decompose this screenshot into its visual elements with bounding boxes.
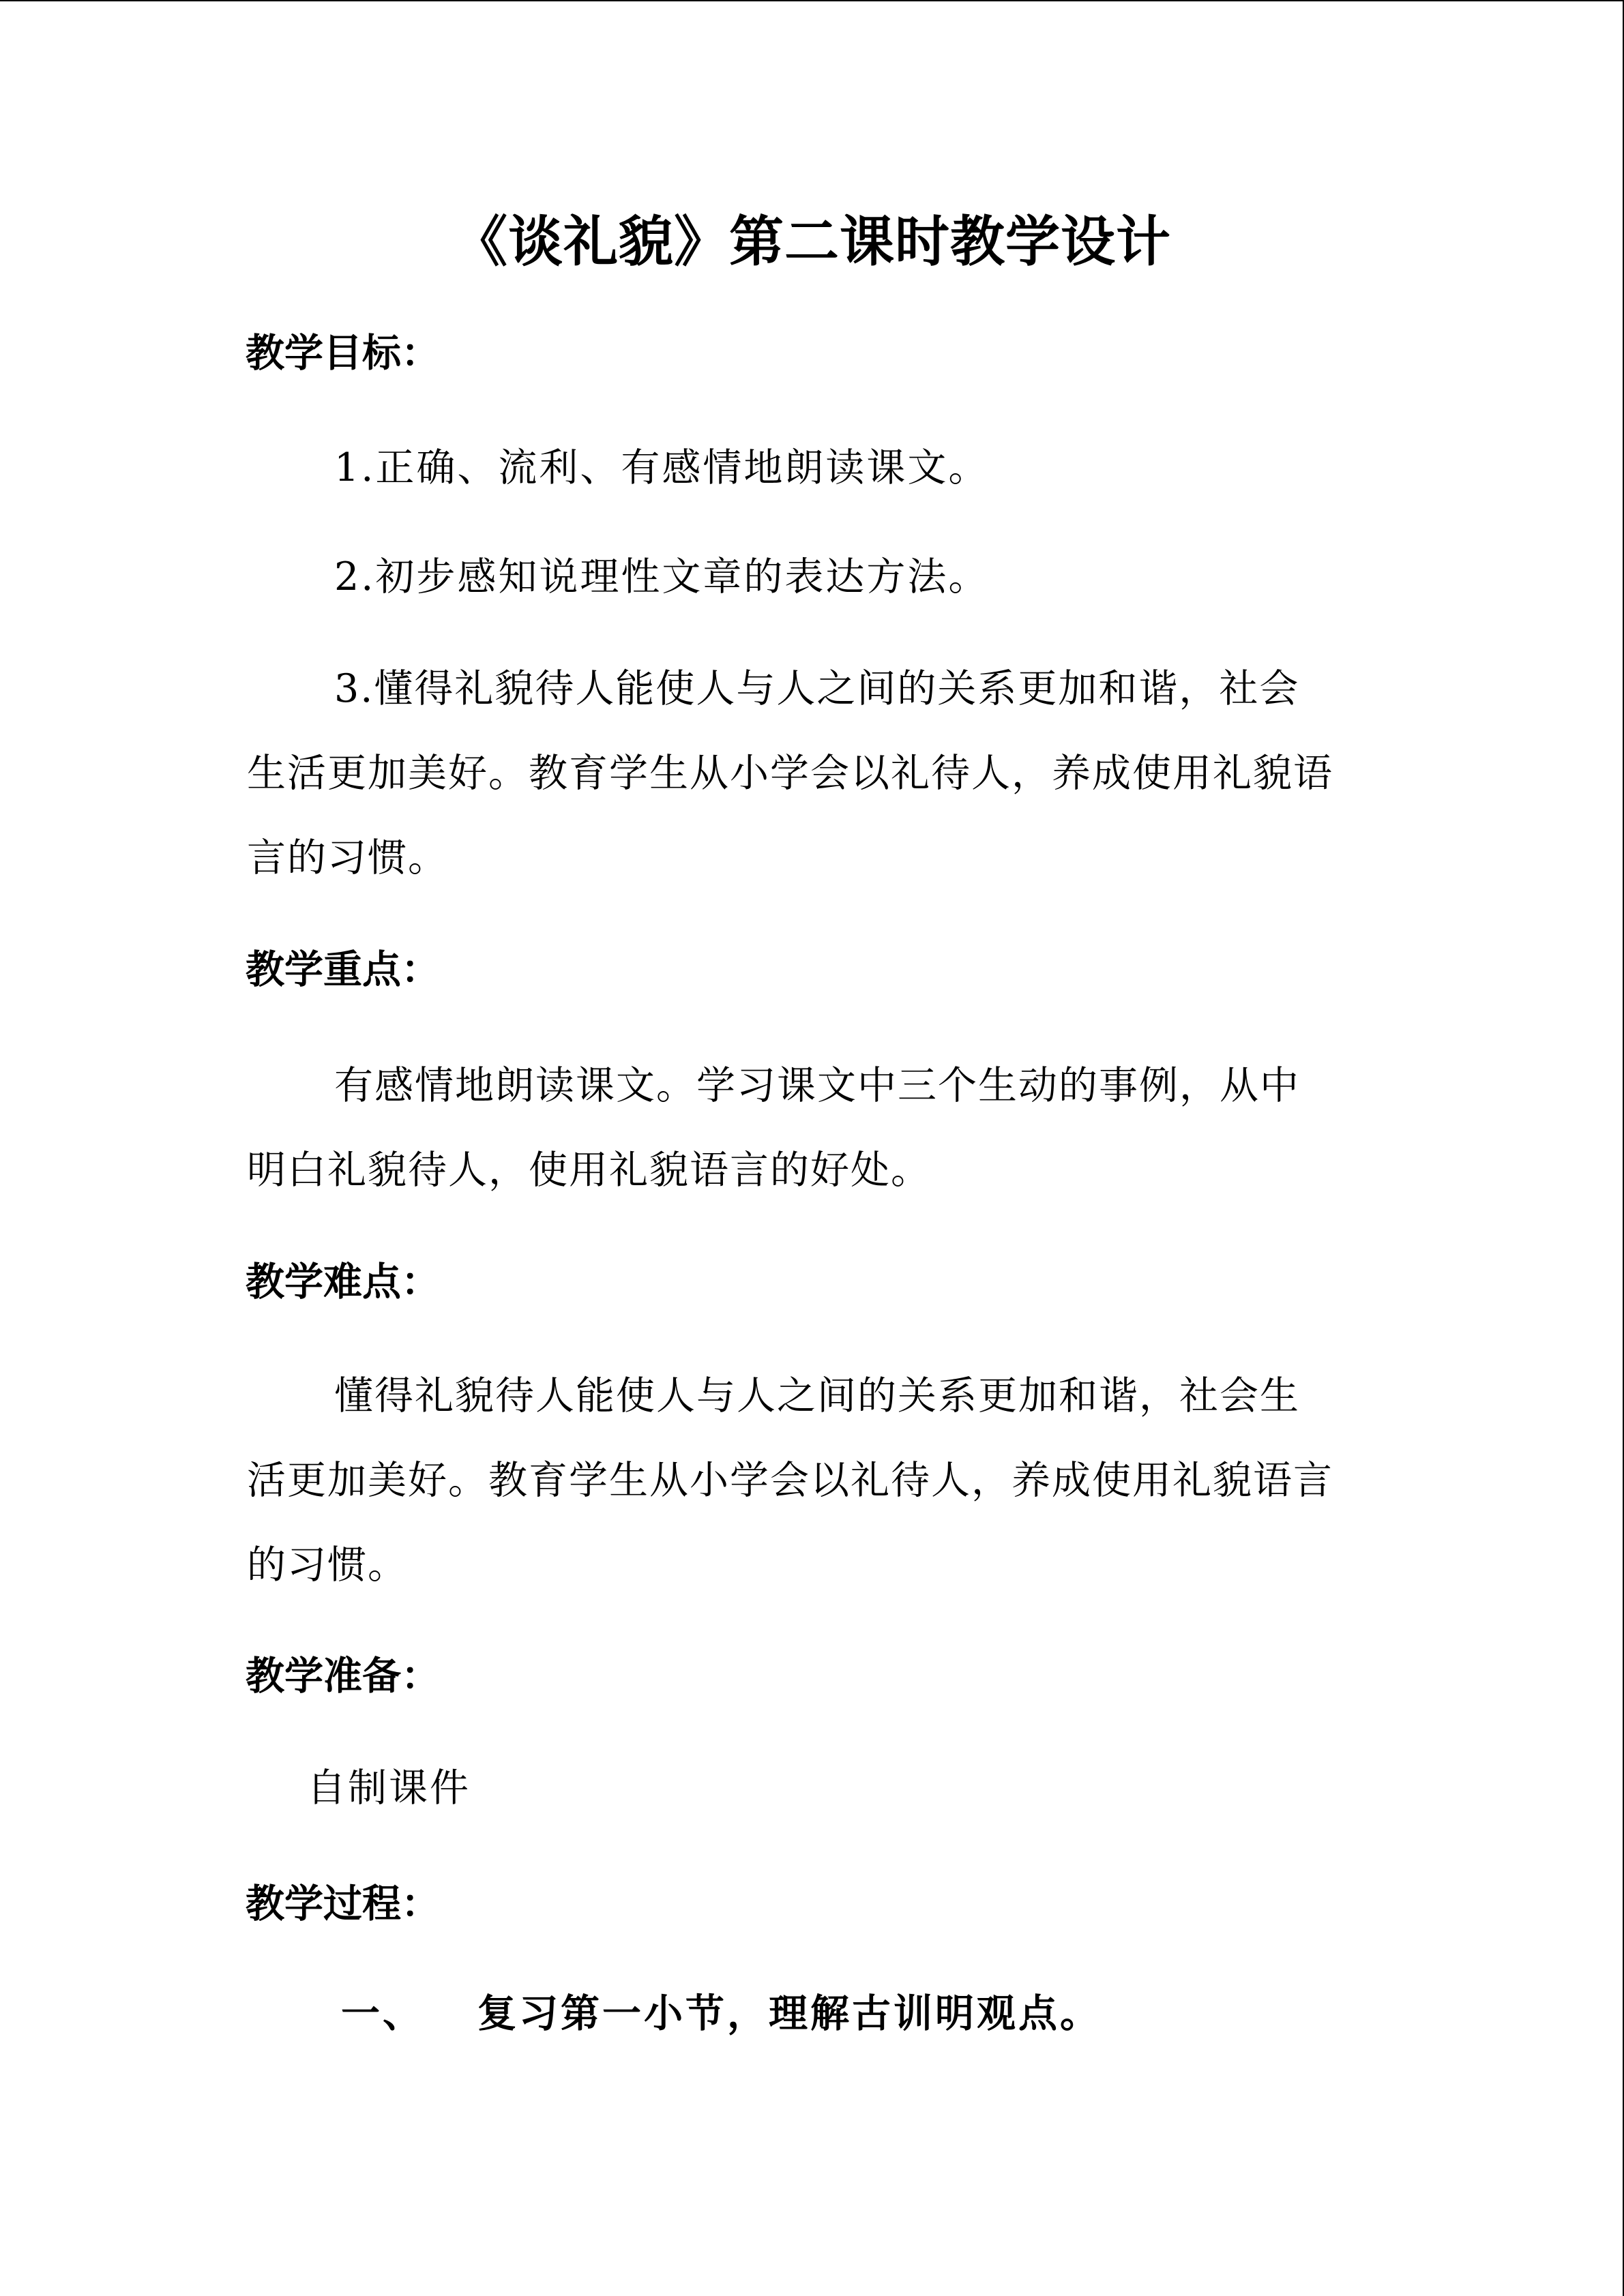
key-points-text: 有感情地朗读课文。学习课文中三个生动的事例，从中明白礼貌待人，使用礼貌语言的好处。: [247, 1063, 1300, 1193]
preparation-heading: 教学准备：: [246, 1654, 440, 1699]
goal-item-1: 1.正确、流利、有感情地朗读课文。: [334, 445, 990, 490]
process-step-text: 复习第一小节，理解古训明观点。: [477, 1991, 1102, 2036]
goal-item-3: 3.懂得礼貌待人能使人与人之间的关系更加和谐，社会生活更加美好。教育学生从小学会以礼待人，养成使用礼貌语言的习惯。: [247, 666, 1333, 880]
process-step-number: 一、: [341, 1991, 424, 2036]
preparation-text: 自制课件: [307, 1765, 471, 1810]
goals-heading: 教学目标：: [246, 331, 440, 376]
difficulties-text: 懂得礼貌待人能使人与人之间的关系更加和谐，社会生活更加美好。教育学生从小学会以礼待人，养成使用礼貌语言的习惯。: [247, 1373, 1333, 1587]
goal-item-2: 2.初步感知说理性文章的表达方法。: [334, 554, 990, 599]
process-heading: 教学过程：: [246, 1881, 440, 1926]
difficulties-heading: 教学难点：: [246, 1259, 440, 1304]
document-title: 《谈礼貌》第二课时教学设计: [453, 210, 1171, 273]
key-points-heading: 教学重点：: [246, 947, 440, 992]
